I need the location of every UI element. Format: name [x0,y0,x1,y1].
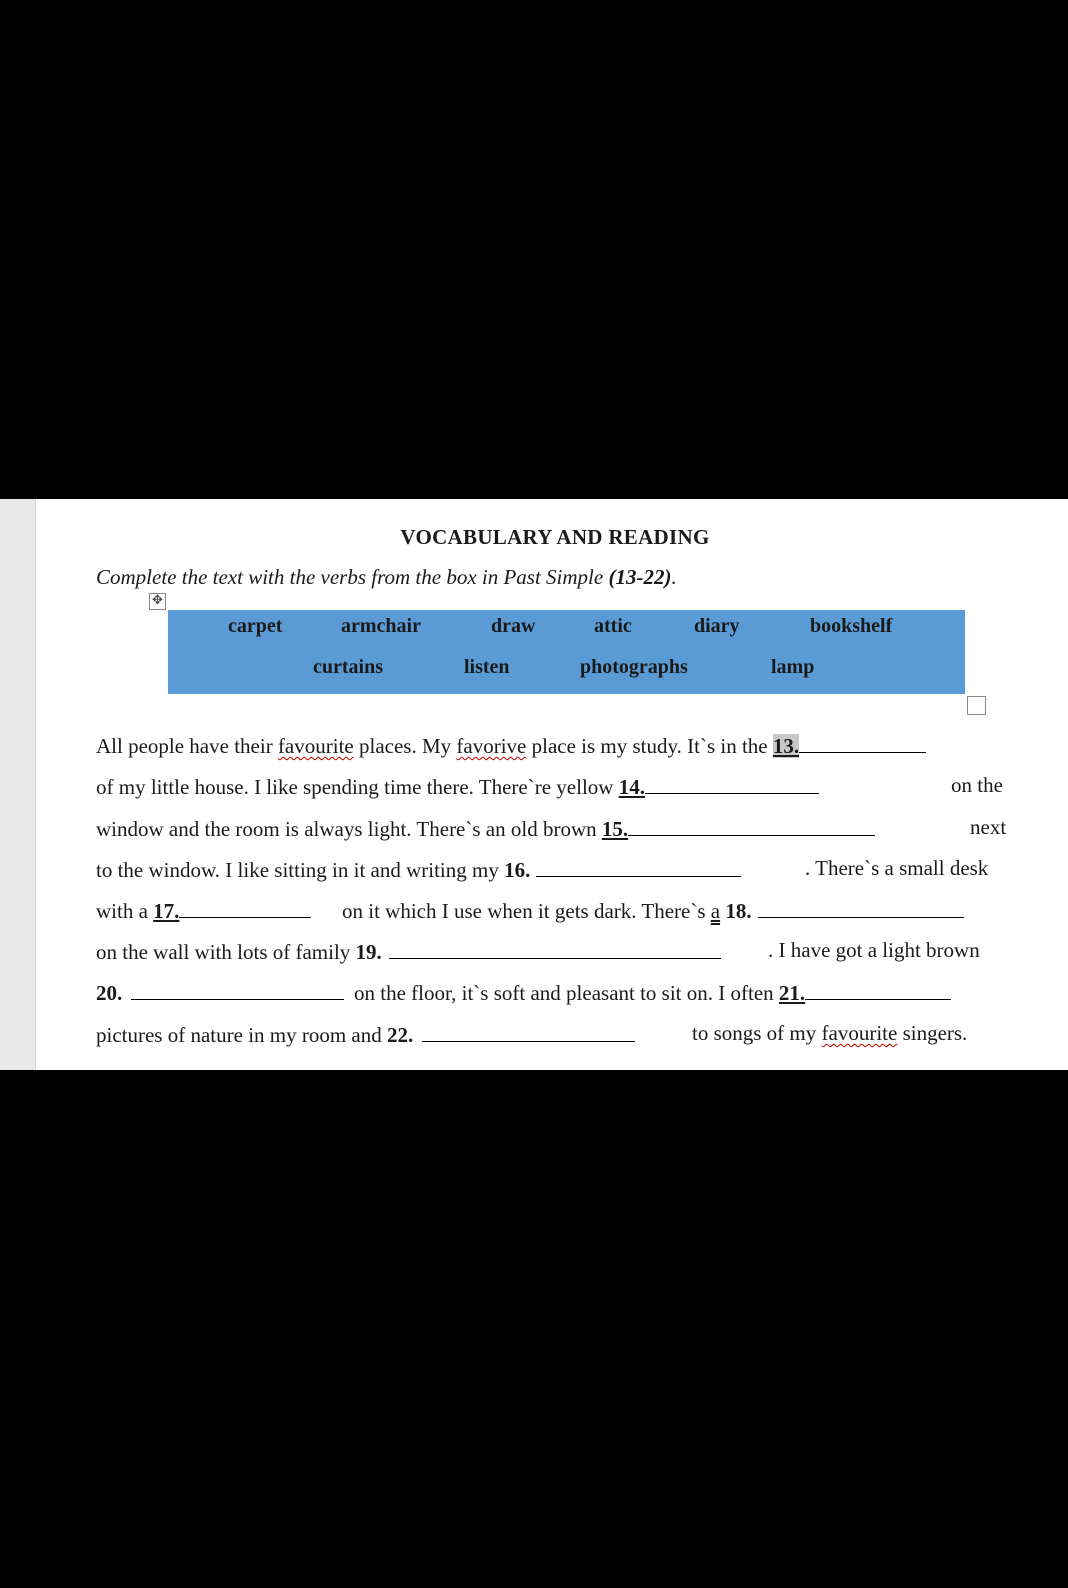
page-margin [0,499,36,1070]
word-listen: listen [464,656,510,678]
text-segment: . I have got a light brown [768,938,980,962]
text-segment: a [710,899,721,923]
blank-number-15: 15. [601,817,629,841]
word-armchair: armchair [341,615,421,637]
blank-16[interactable] [536,856,741,877]
table-move-handle-icon[interactable]: ✥ [149,593,166,610]
text-segment: window and the room is always light. There`s an old brown [96,817,602,841]
text-segment: of my little house. I like spending time there. There`re yellow [96,775,619,799]
instruction-text: Complete the text with the verbs from the box in Past Simple [96,565,609,589]
text-line-1 [96,732,926,759]
text-line-5-right [342,897,964,924]
word-lamp: lamp [771,656,815,678]
blank-18[interactable] [758,897,964,918]
text-segment: singers. [897,1021,968,1045]
blank-14[interactable] [645,773,819,794]
text-segment: on the [951,773,1003,797]
section-heading: VOCABULARY AND READING [400,525,710,549]
task-instruction [96,565,677,590]
text-segment: . There`s a small desk [805,856,989,880]
text-segment: to songs of my [692,1021,822,1045]
blank-number-21: 21. [778,981,806,1005]
instruction-end: . [671,565,677,589]
text-line-4 [96,856,741,883]
word-diary: diary [694,615,740,637]
word-draw: draw [491,615,536,637]
text-line-2 [96,773,819,800]
blank-13[interactable] [799,732,926,753]
text-line-7 [96,979,344,1006]
word-bookshelf: bookshelf [810,615,893,637]
text-segment: to the window. I like sitting in it and writing my [96,858,505,882]
blank-number-18: 18. [725,899,752,923]
blank-21[interactable] [805,979,951,1000]
text-segment: on it which I use when it gets dark. There`s [342,899,711,923]
text-segment: places. My [353,734,457,758]
blank-number-17: 17. [153,899,180,923]
text-line-6 [96,938,721,965]
table-resize-handle[interactable] [967,696,986,715]
word-box [168,610,965,694]
text-line-8 [96,1021,635,1048]
blank-number-14: 14. [618,775,645,799]
word-carpet: carpet [228,615,283,637]
document-page [0,499,1068,1070]
blank-20[interactable] [131,979,344,1000]
blank-number-16: 16. [504,858,531,882]
blank-15[interactable] [628,815,875,836]
word-curtains: curtains [313,656,383,678]
text-segment: with a [96,899,154,923]
text-segment: on the wall with lots of family [96,940,356,964]
text-line-8-right [692,1021,967,1046]
text-segment: pictures of nature in my room and [96,1023,388,1047]
blank-number-13: 13. [772,734,800,758]
text-line-3 [96,815,875,842]
text-segment: All people have their [96,734,278,758]
instruction-range: (13-22) [608,565,672,589]
blank-19[interactable] [389,938,721,959]
word-attic: attic [594,615,632,637]
blank-number-19: 19. [355,940,382,964]
text-line-5 [96,897,311,924]
text-segment: on the floor, it`s soft and pleasant to sit on. I often [354,981,779,1005]
blank-17[interactable] [179,897,311,918]
misspelled-word: favourite [821,1021,898,1045]
misspelled-word: favourite [277,734,354,758]
text-segment: place is my study. It`s in the [526,734,773,758]
word-photographs: photographs [580,656,688,678]
blank-number-20: 20. [96,981,123,1005]
blank-number-22: 22. [387,1023,414,1047]
text-line-7-right [354,979,951,1006]
misspelled-word: favorive [456,734,527,758]
text-segment: next [970,815,1007,839]
blank-22[interactable] [422,1021,635,1042]
